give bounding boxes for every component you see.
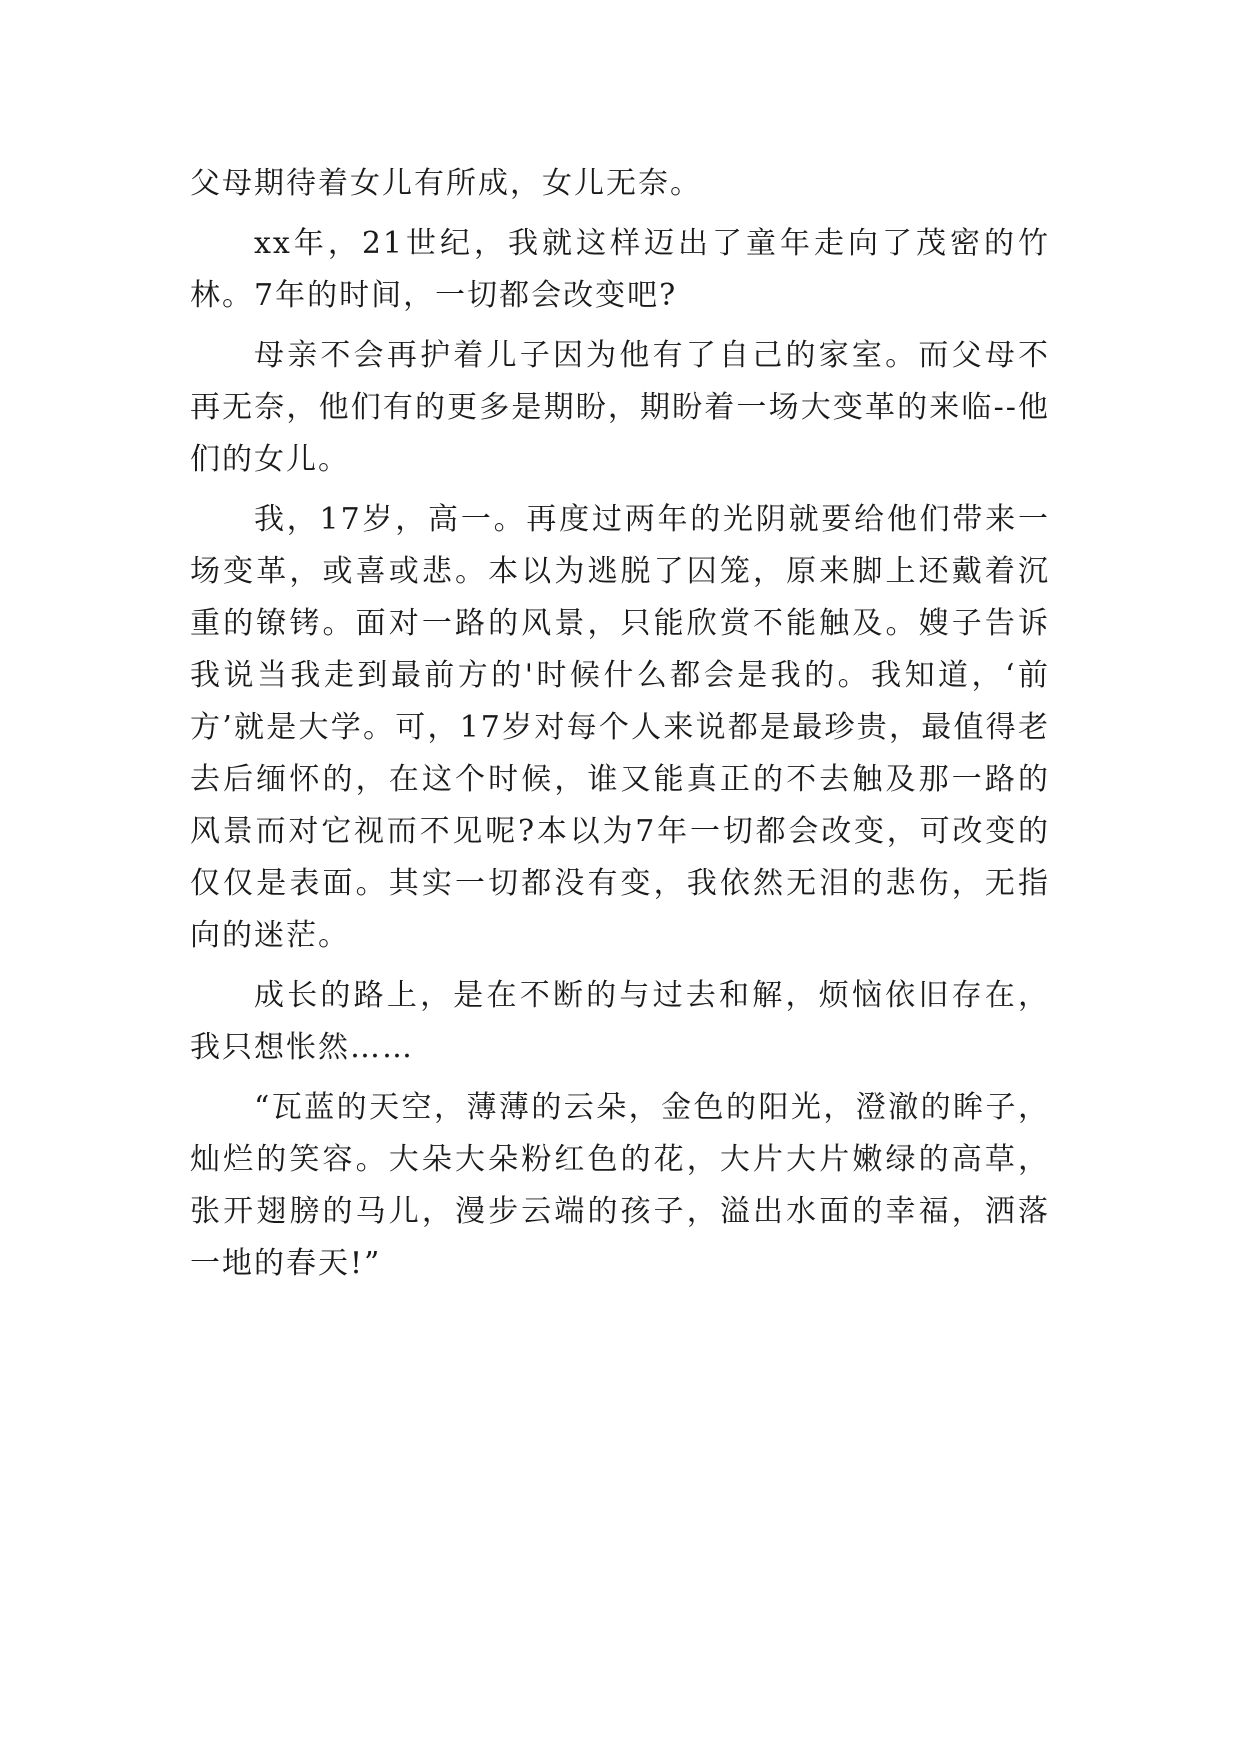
document-body — [190, 158, 1050, 1298]
paragraph-4: 我，17岁，高一。再度过两年的光阴就要给他们带来一场变革，或喜或悲。本以为逃脱了囚笼，原来脚上还戴着沉重的镣铐。面对一路的风景，只能欣赏不能触及。嫂子告诉我说当我走到最前方的'时候什么都会是我的。我知道，‘前方’就是大学。可，17岁对每个人来说都是最珍贵，最值得老去后缅怀的，在这个时候，谁又能真正的不去触及那一路的风景而对它视而不见呢?本以为7年一切都会改变，可改变的仅仅是表面。其实一切都没有变，我依然无泪的悲伤，无指向的迷茫。 — [190, 502, 1050, 953]
paragraph-2: xx年，21世纪，我就这样迈出了童年走向了茂密的竹林。7年的时间，一切都会改变吧? — [190, 226, 1050, 313]
paragraph-3: 母亲不会再护着儿子因为他有了自己的家室。而父母不再无奈，他们有的更多是期盼，期盼着一场大变革的来临--他们的女儿。 — [190, 338, 1050, 477]
paragraph-5: 成长的路上，是在不断的与过去和解，烦恼依旧存在，我只想怅然…… — [190, 978, 1050, 1065]
paragraph-6: “瓦蓝的天空，薄薄的云朵，金色的阳光，澄澈的眸子，灿烂的笑容。大朵大朵粉红色的花，大片大片嫩绿的高草，张开翅膀的马儿，漫步云端的孩子，溢出水面的幸福，洒落一地的春天!” — [190, 1090, 1050, 1281]
paragraph-1: 父母期待着女儿有所成，女儿无奈。 — [190, 166, 702, 201]
